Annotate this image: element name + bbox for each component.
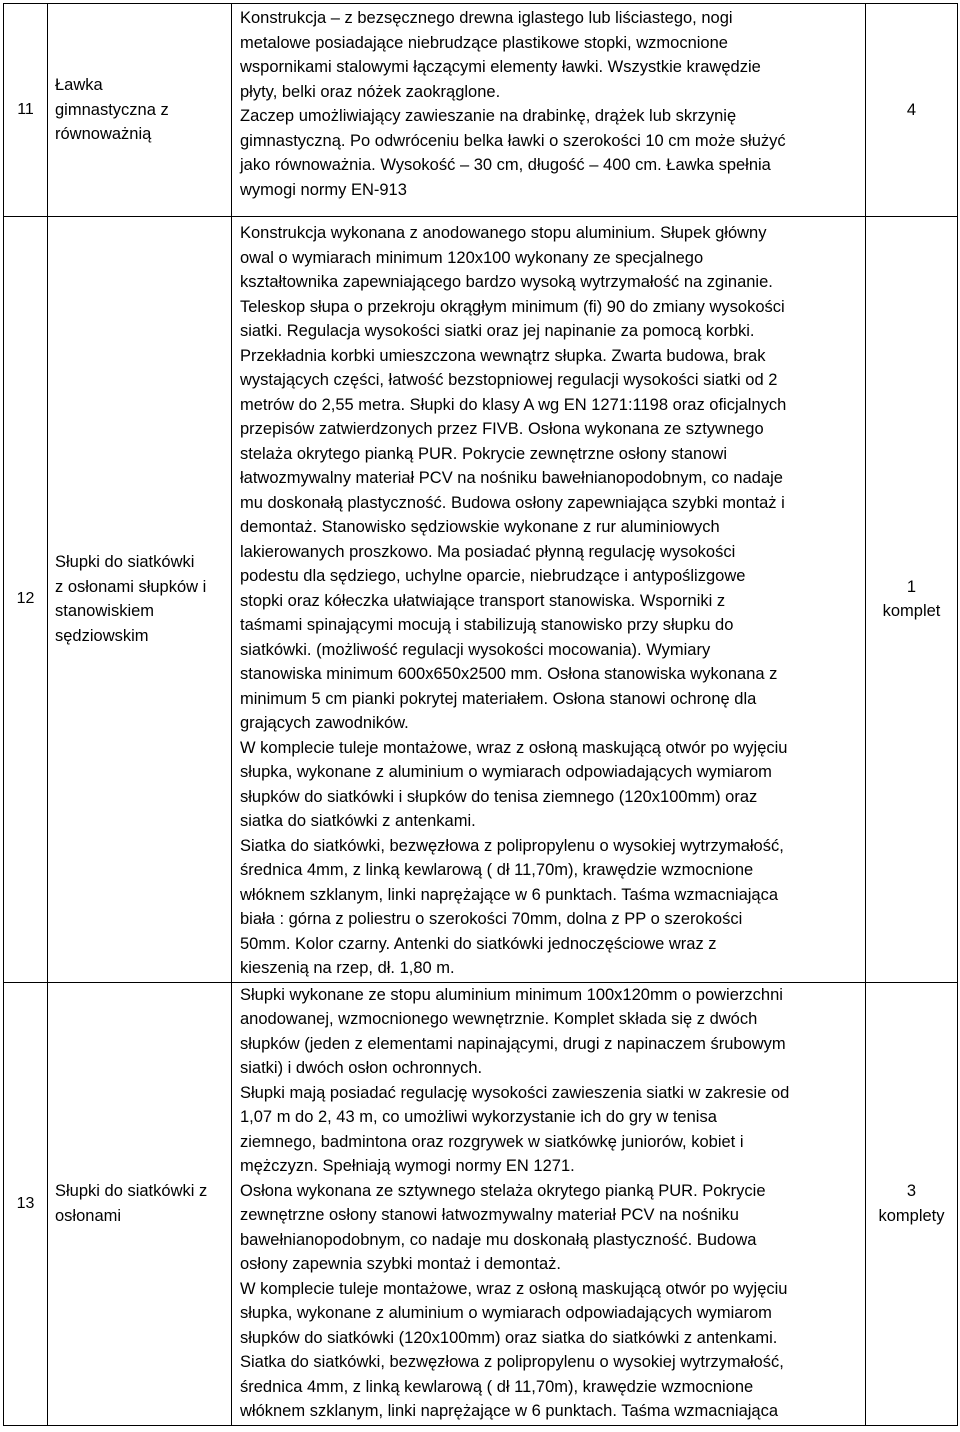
- item-name-line: sędziowskim: [55, 626, 149, 645]
- description-line: taśmami spinającymi mocują i stabilizują stanowisko przy słupku do: [240, 616, 734, 634]
- item-name-line: gimnastyczna z: [55, 100, 169, 119]
- specification-table: [3, 3, 958, 1426]
- item-number-cell: [4, 217, 48, 983]
- item-name-cell: [48, 4, 232, 217]
- description-line: 50mm. Kolor czarny. Antenki do siatkówki jednoczęściowe wraz z: [240, 934, 717, 953]
- description-line: stanowiska minimum 600x650x2500 mm. Osłona stanowiska wykonana z: [240, 665, 778, 683]
- item-name-cell: [48, 217, 232, 983]
- description-line: Słupki mają posiadać regulację wysokości zawieszenia siatki w zakresie od: [240, 1083, 790, 1102]
- description-line: Siatka do siatkówki, bezwęzłowa z polipropylenu o wysokiej wytrzymałość,: [240, 1353, 784, 1371]
- description-line: W komplecie tuleje montażowe, wraz z osłoną maskującą otwór po wyjęciu: [240, 738, 788, 757]
- description-line: siatka do siatkówki z antenkami.: [240, 812, 476, 830]
- description-line: płyty, belki oraz nóżek zaokrąglone.: [240, 82, 501, 101]
- item-quantity-cell: [866, 4, 958, 217]
- description-line: anodowanej, wzmocnionego wewnętrznie. Komplet składa się z dwóch: [240, 1010, 758, 1028]
- description-line: grających zawodników.: [240, 714, 409, 732]
- table-row: [4, 217, 958, 983]
- description-line: siatki. Regulacja wysokości siatki oraz jej napinanie za pomocą korbki.: [240, 322, 755, 340]
- item-description-cell: [232, 4, 866, 217]
- description-line: kieszenią na rzep, dł. 1,80 m.: [240, 959, 455, 977]
- description-line: mu doskonałą plastyczność. Budowa osłony zapewniająca szybki montaż i: [240, 493, 785, 512]
- item-description-cell: [232, 217, 866, 983]
- table-row: [4, 4, 958, 217]
- description-line: metrów do 2,55 metra. Słupki do klasy A wg EN 1271:1198 oraz oficjalnych: [240, 395, 787, 414]
- description-line: wystających części, łatwość bezstopniowej regulacji wysokości siatki od 2: [240, 371, 778, 389]
- item-number-cell: [4, 982, 48, 1425]
- description-line: mężczyzn. Spełniają wymogi normy EN 1271.: [240, 1157, 575, 1175]
- item-number: 12: [16, 590, 35, 608]
- description-line: metalowe posiadające niebrudzące plastikowe stopki, wzmocnione: [240, 33, 728, 52]
- item-number-cell: [4, 4, 48, 217]
- description-line: słupka, wykonane z aluminium o wymiarach odpowiadających wymiarom: [240, 763, 772, 781]
- description-line: słupka, wykonane z aluminium o wymiarach odpowiadających wymiarom: [240, 1304, 772, 1322]
- description-line: zewnętrzne osłony stanowi łatwozmywalny materiał PCV na nośniku: [240, 1206, 739, 1224]
- item-quantity-cell: [866, 217, 958, 983]
- item-name-cell: [48, 982, 232, 1425]
- description-line: owal o wymiarach minimum 120x100 wykonany ze specjalnego: [240, 248, 704, 267]
- description-line: wymogi normy EN-913: [240, 180, 407, 199]
- description-line: stelaża okrytego pianką PUR. Pokrycie zewnętrzne osłony stanowi: [240, 444, 727, 463]
- item-description-cell: [232, 982, 866, 1425]
- description-line: W komplecie tuleje montażowe, wraz z osłoną maskującą otwór po wyjęciu: [240, 1279, 788, 1298]
- description-line: łatwozmywalny materiał PCV na nośniku bawełnianopodobnym, co nadaje: [240, 469, 783, 487]
- description-line: podestu dla sędziego, uchylne oparcie, niebrudzące i antypoślizgowe: [240, 567, 746, 585]
- description-line: Zaczep umożliwiający zawieszanie na drabinkę, drążek lub skrzynię: [240, 107, 737, 125]
- description-line: włóknem szklanym, linki naprężające w 6 punktach. Taśma wzmacniająca: [240, 885, 779, 904]
- item-number: 11: [17, 101, 34, 118]
- description-line: słupków do siatkówki i słupków do tenisa ziemnego (120x100mm) oraz: [240, 787, 758, 806]
- description-line: Siatka do siatkówki, bezwęzłowa z polipropylenu o wysokiej wytrzymałość,: [240, 836, 784, 855]
- table-row: [4, 982, 958, 1425]
- description-line: słupków (jeden z elementami napinającymi, drugi z napinaczem śrubowym: [240, 1034, 786, 1053]
- description-line: Konstrukcja – z bezsęcznego drewna iglastego lub liściastego, nogi: [240, 9, 733, 27]
- specification-table-body: [4, 4, 958, 1426]
- item-quantity-line: komplet: [882, 602, 941, 621]
- item-quantity-cell: [866, 982, 958, 1425]
- item-quantity-line: 4: [906, 100, 917, 119]
- item-name-line: stanowiskiem: [55, 602, 155, 621]
- description-line: jako równoważnia. Wysokość – 30 cm, długość – 400 cm. Ławka spełnia: [240, 156, 771, 174]
- description-line: średnica 4mm, z linką kewlarową ( dł 11,70m), krawędzie wzmocnione: [240, 1377, 754, 1396]
- description-line: średnica 4mm, z linką kewlarową ( dł 11,70m), krawędzie wzmocnione: [240, 861, 754, 879]
- description-line: osłony zapewnia szybki montaż i demontaż.: [240, 1255, 561, 1273]
- description-line: włóknem szklanym, linki naprężające w 6 punktach. Taśma wzmacniająca: [240, 1402, 779, 1420]
- description-line: 1,07 m do 2, 43 m, co umożliwi wykorzystanie ich do gry w tenisa: [240, 1108, 717, 1126]
- item-quantity-line: 1: [906, 577, 917, 596]
- description-line: lakierowanych proszkowo. Ma posiadać płynną regulację wysokości: [240, 542, 736, 561]
- description-line: Osłona wykonana ze sztywnego stelaża okrytego pianką PUR. Pokrycie: [240, 1181, 766, 1200]
- description-line: słupków do siatkówki (120x100mm) oraz siatka do siatkówki z antenkami.: [240, 1328, 778, 1347]
- description-line: biała : górna z poliestru o szerokości 70mm, dolna z PP o szerokości: [240, 910, 743, 928]
- item-name-line: równoważnią: [55, 125, 152, 144]
- item-name-line: Słupki do siatkówki: [55, 553, 195, 572]
- description-line: gimnastyczną. Po odwróceniu belka ławki o szerokości 10 cm może służyć: [240, 131, 786, 150]
- description-line: ziemnego, badmintona oraz rozgrywek w siatkówkę juniorów, kobiet i: [240, 1132, 744, 1151]
- description-line: Słupki wykonane ze stopu aluminium minimum 100x120mm o powierzchni: [240, 985, 783, 1004]
- description-line: przepisów zatwierdzonych przez FIVB. Osłona wykonana ze sztywnego: [240, 420, 764, 438]
- item-name-line: z osłonami słupków i: [55, 577, 207, 596]
- description-line: kształtownika zapewniającego bardzo wysoką wytrzymałość na zginanie.: [240, 273, 773, 291]
- description-line: wspornikami stalowymi łączącymi elementy ławki. Wszystkie krawędzie: [240, 58, 761, 76]
- description-line: bawełnianopodobnym, co nadaje mu doskonałą plastyczność. Budowa: [240, 1230, 757, 1249]
- item-name-line: Ławka: [55, 76, 103, 95]
- description-line: demontaż. Stanowisko sędziowskie wykonane z rur aluminiowych: [240, 518, 720, 536]
- item-quantity-line: komplety: [878, 1206, 945, 1225]
- description-line: siatki) i dwóch osłon ochronnych.: [240, 1059, 483, 1077]
- item-quantity-line: 3: [906, 1182, 917, 1200]
- description-line: Konstrukcja wykonana z anodowanego stopu aluminium. Słupek główny: [240, 224, 767, 242]
- description-line: siatkówki. (możliwość regulacji wysokości mocowania). Wymiary: [240, 640, 711, 659]
- item-name-line: Słupki do siatkówki z: [55, 1182, 208, 1200]
- description-line: stopki oraz kółeczka ułatwiające transport stanowiska. Wsporniki z: [240, 591, 726, 610]
- item-name-line: osłonami: [55, 1206, 122, 1225]
- description-line: Teleskop słupa o przekroju okrągłym minimum (fi) 90 do zmiany wysokości: [240, 297, 785, 316]
- description-line: Przekładnia korbki umieszczona wewnątrz słupka. Zwarta budowa, brak: [240, 346, 766, 365]
- item-number: 13: [16, 1194, 35, 1212]
- description-line: minimum 5 cm pianki pokrytej materiałem. Osłona stanowi ochronę dla: [240, 689, 757, 708]
